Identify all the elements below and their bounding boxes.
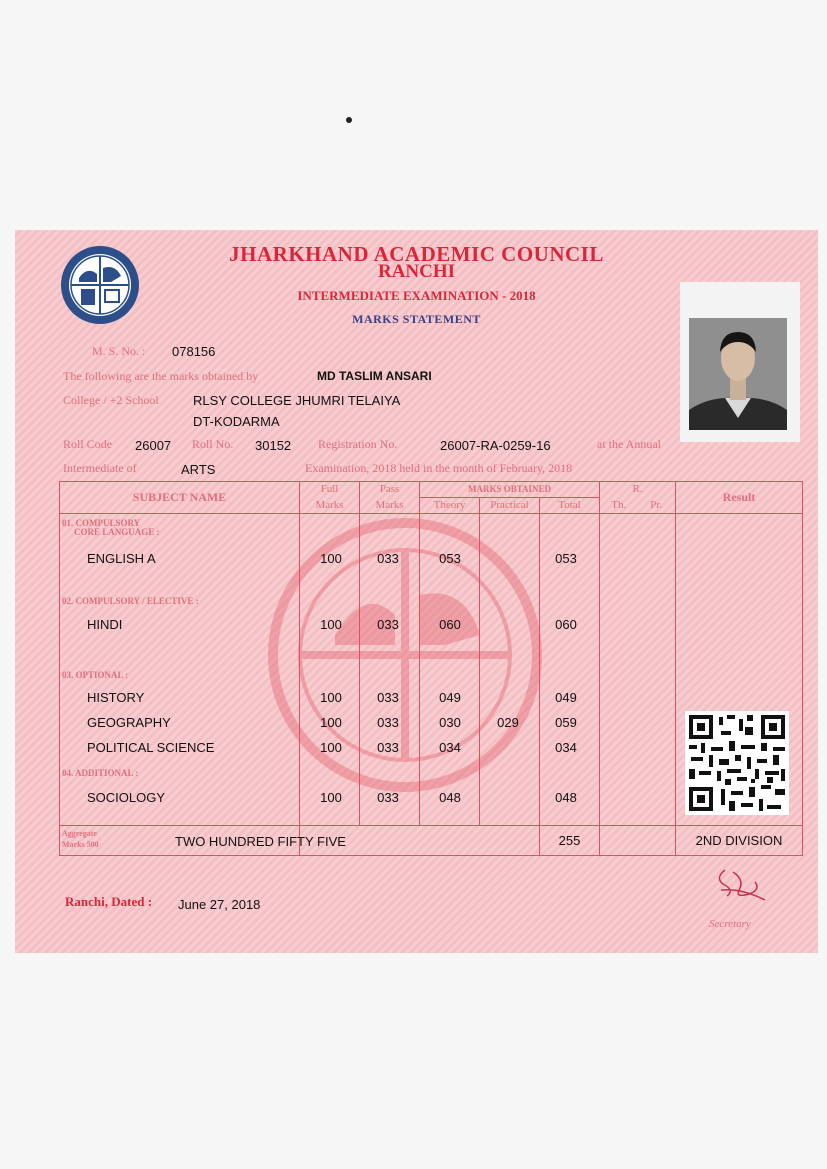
pass-marks: 033 xyxy=(377,617,399,632)
roll-code-label: Roll Code xyxy=(63,437,113,451)
speck xyxy=(346,117,352,123)
marks-statement-sheet xyxy=(15,230,818,953)
group-1-label-2: CORE LANGUAGE : xyxy=(74,527,160,537)
college-line-2: DT-KODARMA xyxy=(193,414,280,429)
theory-marks: 034 xyxy=(439,740,461,755)
r-theory-header: Th. xyxy=(600,498,638,514)
total-marks: 060 xyxy=(555,617,577,632)
pass-marks: 033 xyxy=(377,740,399,755)
pass-marks: 033 xyxy=(377,715,399,730)
theory-marks: 048 xyxy=(439,790,461,805)
pass-marks: 033 xyxy=(377,551,399,566)
following-label: The following are the marks obtained by xyxy=(63,369,259,383)
theory-marks: 049 xyxy=(439,690,461,705)
group-2-label: 02. COMPULSORY / ELECTIVE : xyxy=(62,596,199,606)
ms-no-value: 078156 xyxy=(172,344,216,359)
total-marks: 048 xyxy=(555,790,577,805)
roll-no-label: Roll No. xyxy=(192,437,234,451)
stream-value: ARTS xyxy=(181,462,216,477)
pass-marks-header-2: Marks xyxy=(360,498,420,514)
total-header: Total xyxy=(540,498,600,514)
marks-obtained-header: MARKS OBTAINED xyxy=(420,482,600,498)
aggregate-label-2: Marks 500 xyxy=(62,840,99,849)
college-label: College / +2 School xyxy=(63,393,159,407)
aggregate-label-1: Aggregate xyxy=(62,829,97,838)
registration-value: 26007-RA-0259-16 xyxy=(440,438,551,453)
secretary-label: Secretary xyxy=(709,918,751,930)
dated-label: Ranchi, Dated : xyxy=(65,894,153,909)
intermediate-label: Intermediate of xyxy=(63,461,137,475)
total-marks: 053 xyxy=(555,551,577,566)
full-marks: 100 xyxy=(320,715,342,730)
subject-name: HISTORY xyxy=(87,690,145,705)
total-marks: 059 xyxy=(555,715,577,730)
group-3-label: 03. OPTIONAL : xyxy=(62,670,129,680)
full-marks-header-1: Full xyxy=(300,482,360,498)
student-photo xyxy=(680,282,800,442)
full-marks: 100 xyxy=(320,740,342,755)
council-city: RANCHI xyxy=(377,261,456,282)
subject-name: HINDI xyxy=(87,617,123,632)
pass-marks: 033 xyxy=(377,790,399,805)
pass-marks-header-1: Pass xyxy=(360,482,420,498)
full-marks: 100 xyxy=(320,617,342,632)
result-header: Result xyxy=(676,482,803,514)
person-silhouette-icon xyxy=(689,318,787,430)
full-marks-header-2: Marks xyxy=(300,498,360,514)
group-1-label-1: 01. COMPULSORY xyxy=(62,518,141,528)
full-marks: 100 xyxy=(320,551,342,566)
theory-header: Theory xyxy=(420,498,480,514)
aggregate-words: TWO HUNDRED FIFTY FIVE xyxy=(175,834,346,849)
statement-title: MARKS STATEMENT xyxy=(352,312,481,326)
roll-no-value: 30152 xyxy=(255,438,292,453)
group-4-label: 04. ADDITIONAL : xyxy=(62,768,139,778)
annual-label: at the Annual xyxy=(597,437,661,451)
theory-marks: 053 xyxy=(439,551,461,566)
roll-code-value: 26007 xyxy=(135,438,172,453)
subject-name: SOCIOLOGY xyxy=(87,790,166,805)
student-name: MD TASLIM ANSARI xyxy=(317,369,432,383)
total-marks: 049 xyxy=(555,690,577,705)
issue-date: June 27, 2018 xyxy=(178,897,261,912)
aggregate-row xyxy=(60,826,803,856)
theory-marks: 030 xyxy=(439,715,461,730)
aggregate-cell xyxy=(60,826,346,856)
full-marks: 100 xyxy=(320,790,342,805)
pass-marks: 033 xyxy=(377,690,399,705)
practical-marks: 029 xyxy=(497,715,519,730)
final-result: 2ND DIVISION xyxy=(676,826,803,856)
full-marks: 100 xyxy=(320,690,342,705)
ms-no-label: M. S. No. : xyxy=(92,344,146,358)
exam-title: INTERMEDIATE EXAMINATION - 2018 xyxy=(297,288,536,303)
council-title: JHARKHAND ACADEMIC COUNCIL xyxy=(229,242,604,266)
college-line-1: RLSY COLLEGE JHUMRI TELAIYA xyxy=(193,393,401,408)
secretary-signature xyxy=(705,860,775,910)
practical-header: Practical xyxy=(480,498,540,514)
r-practical-header: Pr. xyxy=(638,498,676,514)
subject-name: POLITICAL SCIENCE xyxy=(87,740,215,755)
exam-held-label: Examination, 2018 held in the month of February, 2018 xyxy=(305,461,573,475)
subject-name-header: SUBJECT NAME xyxy=(60,482,300,514)
total-marks: 034 xyxy=(555,740,577,755)
subject-name: ENGLISH A xyxy=(87,551,156,566)
r-header: R. xyxy=(600,482,676,498)
subject-name: GEOGRAPHY xyxy=(87,715,171,730)
registration-label: Registration No. xyxy=(318,437,398,451)
qr-code-icon xyxy=(685,711,789,815)
theory-marks: 060 xyxy=(439,617,461,632)
aggregate-total: 255 xyxy=(540,826,600,856)
